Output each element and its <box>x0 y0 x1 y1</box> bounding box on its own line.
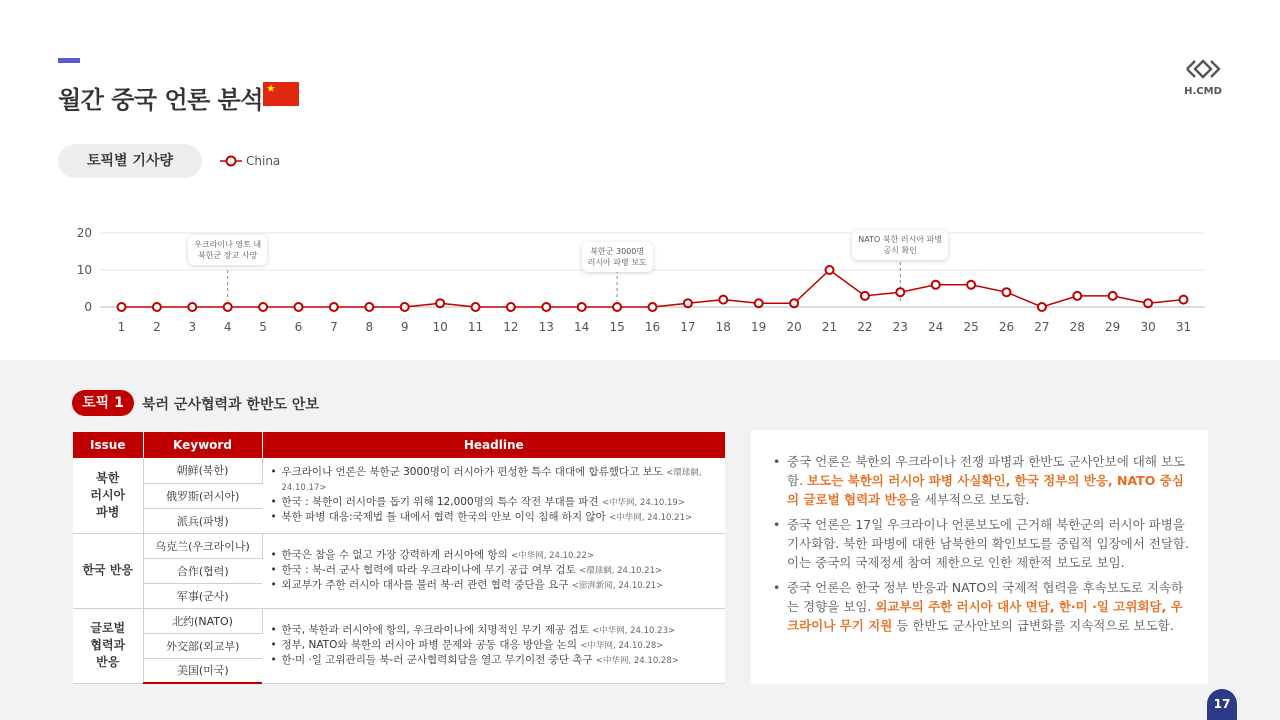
x-tick-label: 16 <box>644 320 661 334</box>
x-tick-label: 28 <box>1069 320 1085 334</box>
headline-source: <中华网, 24.10.28> <box>595 656 679 666</box>
data-point <box>613 303 621 311</box>
title-accent-bar <box>58 58 80 63</box>
legend-marker-icon <box>220 154 242 168</box>
headline-source: <環球網, 24.10.17> <box>281 468 702 494</box>
chart-annotation: NATO 북한 러시아 파병 공식 확인 <box>852 230 948 260</box>
data-point <box>1038 303 1046 311</box>
headline-cell <box>262 458 725 533</box>
data-point <box>790 299 798 307</box>
data-point <box>719 296 727 304</box>
data-point <box>1180 296 1188 304</box>
keyword-cell: 乌克兰(우크라이나) <box>143 533 262 558</box>
data-point <box>1109 292 1117 300</box>
x-tick-label: 10 <box>432 320 448 334</box>
page-number: 17 <box>1207 689 1237 720</box>
data-point <box>861 292 869 300</box>
headline-table <box>73 432 725 684</box>
topic-volume-pill: 토픽별 기사량 <box>58 144 202 178</box>
x-tick-label: 11 <box>467 320 484 334</box>
x-tick-label: 17 <box>680 320 696 334</box>
x-tick-label: 5 <box>259 320 267 334</box>
table-row <box>73 533 725 558</box>
data-point <box>472 303 480 311</box>
x-tick-label: 4 <box>223 320 232 334</box>
x-tick-label: 30 <box>1140 320 1156 334</box>
headline-item: • 북한 파병 대응:국제법 틀 내에서 협력 한국의 안보 이익 침해 하지 않아 <中华网, 24.10.21> <box>271 510 718 525</box>
x-tick-label: 6 <box>294 320 303 334</box>
x-tick-label: 14 <box>574 320 590 334</box>
headline-item: • 외교부가 주한 러시아 대사를 불러 북·러 관련 협력 중단을 요구 <澎湃新闻, 24.10.21> <box>271 578 718 593</box>
table-row <box>73 608 725 633</box>
legend-label: China <box>246 154 281 168</box>
x-tick-label: 25 <box>963 320 979 334</box>
x-tick-label: 22 <box>857 320 873 334</box>
keyword-cell: 朝鲜(북한) <box>143 458 262 483</box>
headline-source: <中华网, 24.10.28> <box>580 641 664 651</box>
topic-badge: 토픽 1 <box>72 390 134 416</box>
headline-source: <澎湃新闻, 24.10.21> <box>571 581 664 591</box>
keyword-cell: 派兵(파병) <box>143 508 262 533</box>
issue-cell: 북한 러시아 파병 <box>73 458 143 533</box>
header-headline: Headline <box>262 432 725 458</box>
x-tick-label: 31 <box>1175 320 1192 334</box>
headline-item: • 우크라이나 언론은 북한군 3000명이 러시아가 편성한 특수 대대에 합류했다고 보도 <環球網, 24.10.17> <box>271 465 718 495</box>
data-point <box>755 299 763 307</box>
y-tick-label: 10 <box>76 263 92 277</box>
data-point <box>578 303 586 311</box>
x-tick-label: 3 <box>188 320 197 334</box>
x-tick-label: 20 <box>786 320 802 334</box>
x-tick-label: 7 <box>330 320 338 334</box>
summary-highlight: 보도는 북한의 러시아 파병 사실확인, 한국 정부의 반응, NATO 중심의 글로벌 협력과 반응 <box>787 473 1184 507</box>
x-tick-label: 9 <box>400 320 409 334</box>
keyword-cell: 俄罗斯(러시아) <box>143 483 262 508</box>
data-point <box>649 303 657 311</box>
header-keyword: Keyword <box>143 432 262 458</box>
data-point <box>967 281 975 289</box>
data-point <box>826 266 834 274</box>
y-tick-label: 20 <box>76 226 92 240</box>
data-point <box>684 299 692 307</box>
data-point <box>1073 292 1081 300</box>
data-point <box>365 303 373 311</box>
data-point <box>542 303 550 311</box>
headline-item: • 정부, NATO와 북한의 러시아 파병 문제와 공동 대응 방안을 논의 <中华网, 24.10.28> <box>271 638 718 653</box>
headline-item: • 한국 : 북-러 군사 협력에 따라 우크라이나에 무기 공급 여부 검토 <環球網, 24.10.21> <box>271 563 718 578</box>
topic-heading: 북러 군사협력과 한반도 안보 <box>142 397 319 413</box>
x-tick-label: 12 <box>503 320 519 334</box>
issue-cell: 한국 반응 <box>73 533 143 608</box>
x-tick-label: 19 <box>751 320 767 334</box>
summary-highlight: 외교부의 주한 러시아 대사 면담, 한·미 ·일 고위회담, 우크라이나 무기 지원 <box>787 599 1183 633</box>
data-point <box>118 303 126 311</box>
headline-source: <中华网, 24.10.22> <box>511 551 595 561</box>
data-point <box>153 303 161 311</box>
data-point <box>507 303 515 311</box>
headline-item: • 한국, 북한과 러시아에 항의, 우크라이나에 치명적인 무기 제공 검토 <中华网, 24.10.23> <box>271 623 718 638</box>
summary-item: • 중국 언론은 한국 정부 반응과 NATO의 국제적 협력을 후속보도로 지속하는 경향을 보임. 외교부의 주한 러시아 대사 면담, 한·미 ·일 고위회담, 우크라이나 무기 지원 등 한반도 군사안보의 급변화를 지속적으로 보도함. <box>773 578 1190 635</box>
summary-item: • 중국 언론은 북한의 우크라이나 전쟁 파병과 한반도 군사안보에 대해 보도함. 보도는 북한의 러시아 파병 사실확인, 한국 정부의 반응, NATO 중심의 글로벌 협력과 반응을 세부적으로 보도함. <box>773 452 1190 509</box>
data-point <box>259 303 267 311</box>
data-point <box>436 299 444 307</box>
keyword-cell: 北约(NATO) <box>143 608 262 633</box>
data-point <box>932 281 940 289</box>
data-point <box>1003 288 1011 296</box>
keyword-cell: 外交部(외교부) <box>143 633 262 658</box>
chart-annotation: 우크라이나 영토 내 북한군 장교 사망 <box>188 235 267 265</box>
x-tick-label: 15 <box>609 320 625 334</box>
data-point <box>401 303 409 311</box>
headline-source: <中华网, 24.10.19> <box>601 498 685 509</box>
header-issue: Issue <box>73 432 143 458</box>
headline-item: • 한국 : 북한이 러시아를 돕기 위해 12,000명의 특수 작전 부대를 파견 <中华网, 24.10.19> <box>271 495 718 510</box>
summary-item: • 중국 언론은 17일 우크라이나 언론보도에 근거해 북한군의 러시아 파병을 기사화함. 북한 파병에 대한 남북한의 확인보도를 중립적 입장에서 전달함. 이는 중국의 국제정세 참여 제한으로 인한 제한적 보도로 보임. <box>773 515 1190 572</box>
x-tick-label: 18 <box>715 320 731 334</box>
x-tick-label: 29 <box>1105 320 1121 334</box>
headline-source: <環球網, 24.10.21> <box>579 566 663 576</box>
keyword-cell: 美国(미국) <box>143 658 262 683</box>
x-tick-label: 21 <box>821 320 838 334</box>
x-tick-label: 27 <box>1034 320 1050 334</box>
headline-cell <box>262 533 725 608</box>
data-point <box>330 303 338 311</box>
x-tick-label: 13 <box>538 320 554 334</box>
headline-item: • 한·미 ·일 고위관리들 북-러 군사협력회담을 열고 무기이전 중단 촉구 <中华网, 24.10.28> <box>271 653 718 668</box>
data-point <box>1144 299 1152 307</box>
chart-annotation: 북한군 3000명 러시아 파병 보도 <box>582 242 653 272</box>
keyword-cell: 军事(군사) <box>143 583 262 608</box>
data-point <box>896 288 904 296</box>
x-tick-label: 26 <box>998 320 1015 334</box>
x-tick-label: 2 <box>153 320 161 334</box>
x-tick-label: 1 <box>117 320 126 334</box>
y-tick-label: 0 <box>84 300 92 314</box>
data-point <box>295 303 303 311</box>
x-tick-label: 24 <box>928 320 944 334</box>
table-row <box>73 458 725 483</box>
issue-cell: 글로벌 협력과 반응 <box>73 608 143 683</box>
series-line <box>122 270 1184 307</box>
chart-legend <box>220 152 280 170</box>
summary-box <box>751 430 1208 684</box>
keyword-cell: 合作(협력) <box>143 558 262 583</box>
headline-source: <中华网, 24.10.23> <box>592 626 676 636</box>
page-title: 월간 중국 언론 분석 <box>58 86 264 114</box>
data-point <box>188 303 196 311</box>
x-tick-label: 8 <box>365 320 374 334</box>
headline-source: <中华网, 24.10.21> <box>609 513 693 524</box>
logo-text: H.CMD <box>1184 86 1222 97</box>
data-point <box>224 303 232 311</box>
x-tick-label: 23 <box>892 320 908 334</box>
china-flag-icon: ★ <box>263 82 299 106</box>
headline-item: • 한국은 참을 수 없고 가장 강력하게 러시아에 항의 <中华网, 24.10.22> <box>271 548 718 563</box>
headline-cell <box>262 608 725 683</box>
